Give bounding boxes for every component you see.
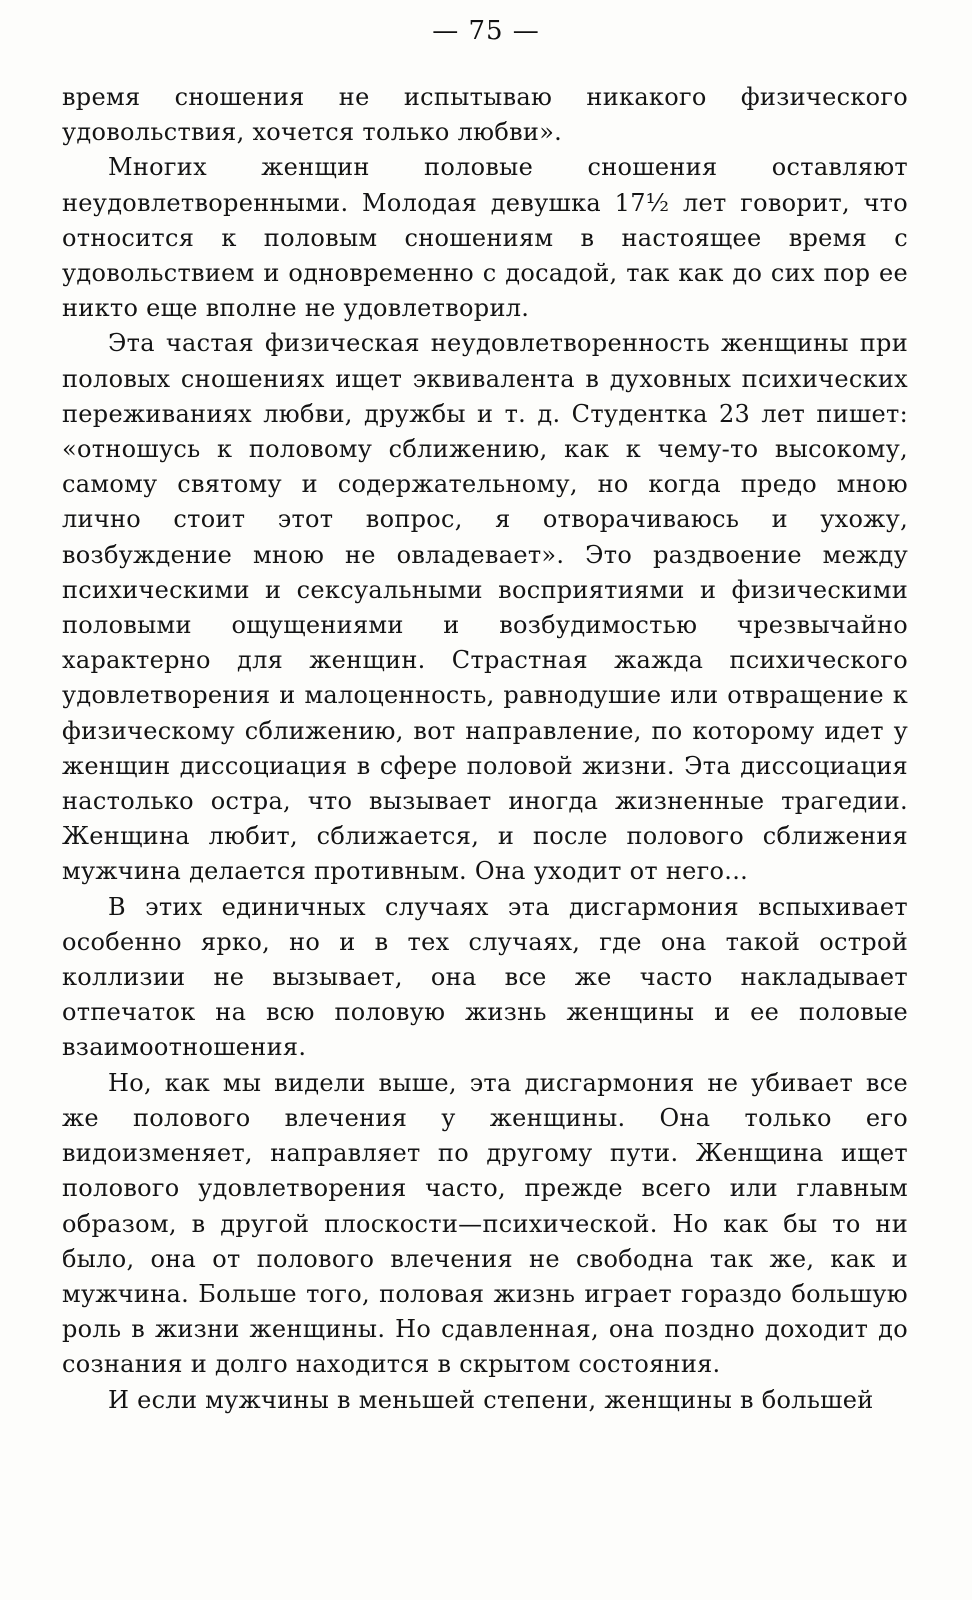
paragraph-5: Но, как мы видели выше, эта дисгармония не убивает все же полового влечения у женщины. Она только его видоизменяет, направляет по другому пути. Женщина ищет полового удовлетворения часто, прежде всего или главным образом, в другой плоскости—психической. Но как бы то ни было, она от полового влечения не свободна так же, как и мужчина. Больше того, половая жизнь играет гораздо большую роль в жизни женщины. Но сдавленная, она поздно доходит до сознания и долго находится в скрытом состояния. <box>62 1068 908 1379</box>
paragraph-1: время сношения не испытываю никакого физического удовольствия, хочется только любви». <box>62 83 908 147</box>
paragraph-2: Многих женщин половые сношения оставляют неудовлетворенными. Молодая девушка 17½ лет говорит, что относится к половым сношениям в настоящее время с удовольствием и одновременно с досадой, так как до сих пор ее никто еще вполне не удовлетворил. <box>62 153 908 323</box>
page-body <box>62 80 908 1418</box>
paragraph-4: В этих единичных случаях эта дисгармония вспыхивает особенно ярко, но и в тех случаях, где она такой острой коллизии не вызывает, она все же часто накладывает отпечаток на всю половую жизнь женщины и ее половые взаимоотношения. <box>62 892 908 1062</box>
paragraph-6: И если мужчины в меньшей степени, женщины в большей <box>108 1385 874 1414</box>
page-number: — 75 — <box>432 16 540 46</box>
paragraph-3: Эта частая физическая неудовлетворенность женщины при половых сношениях ищет эквивалента в духовных психических переживаниях любви, дружбы и т. д. Студентка 23 лет пишет: «отношусь к половому сближению, как к чему-то высокому, самому святому и содержательному, но когда предо мною лично стоит этот вопрос, я отворачиваюсь и ухожу, возбуждение мною не овладевает». Это раздвоение между психическими и сексуальными восприятиями и физическими половыми ощущениями и возбудимостью чрезвычайно характерно для женщин. Страстная жажда психического удовлетворения и малоценность, равнодушие или отвращение к физическому сближению, вот направление, по которому идет у женщин диссоциация в сфере половой жизни. Эта диссоциация настолько остра, что вызывает иногда жизненные трагедии. Женщина любит, сближается, и после полового сближения мужчина делается противным. Она уходит от него... <box>62 329 908 886</box>
